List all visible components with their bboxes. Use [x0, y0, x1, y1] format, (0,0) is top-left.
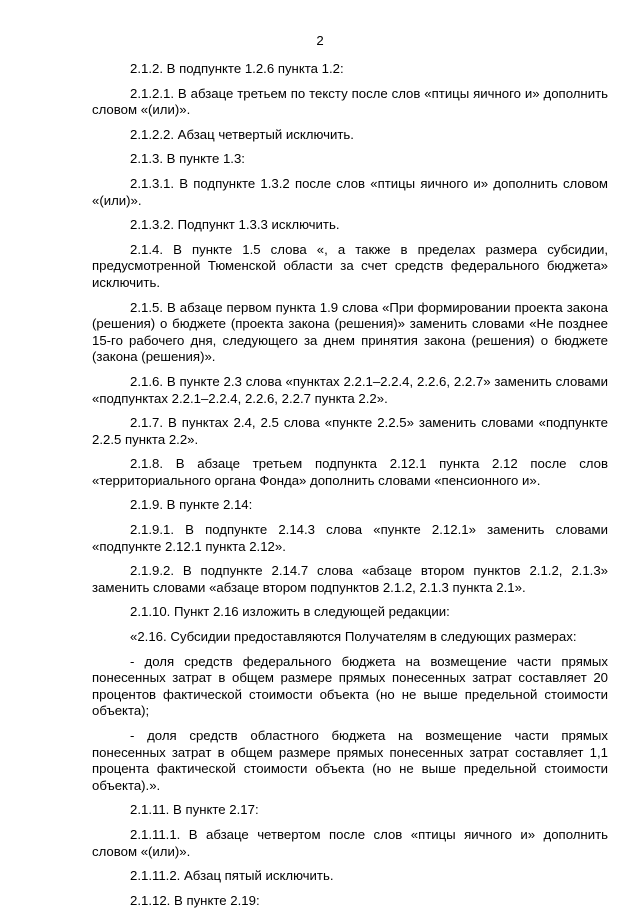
paragraph: 2.1.11.2. Абзац пятый исключить. [130, 868, 334, 884]
paragraph: 2.1.11. В пункте 2.17: [130, 802, 259, 818]
paragraph: 2.1.11.1. В абзаце четвертом после слов «птицы яичного и» дополнить словом «(или)». [92, 826, 608, 859]
paragraph: 2.1.9.1. В подпункте 2.14.3 слова «пункте 2.12.1» заменить словами «подпункте 2.12.1 пункта 2.12». [92, 522, 608, 554]
paragraph: 2.1.3. В пункте 1.3: [130, 151, 245, 167]
paragraph: 2.1.10. Пункт 2.16 изложить в следующей редакции: [130, 604, 450, 620]
page-number: 2 [316, 33, 324, 48]
paragraph: 2.1.3.2. Подпункт 1.3.3 исключить. [130, 217, 340, 233]
paragraph: 2.1.12. В пункте 2.19: [130, 892, 260, 908]
paragraph: «2.16. Субсидии предоставляются Получателям в следующих размерах: [130, 629, 577, 645]
paragraph: 2.1.2.2. Абзац четвертый исключить. [130, 126, 354, 142]
paragraph: 2.1.4. В пункте 1.5 слова «, а также в пределах размера субсидии, предусмотренной Тюменской области за счет средств федерального бюджета» исключить. [92, 241, 608, 290]
document-body [92, 61, 608, 917]
paragraph: 2.1.9. В пункте 2.14: [130, 497, 253, 513]
paragraph: - доля средств областного бюджета на возмещение части прямых понесенных затрат в общем размере прямых понесенных затрат составляет 1,1 процента фактической стоимости объекта (но не выше предельной стоимости объекта).». [92, 728, 608, 793]
paragraph: 2.1.7. В пунктах 2.4, 2.5 слова «пункте 2.2.5» заменить словами «подпункте 2.2.5 пункта 2.2». [92, 415, 608, 447]
paragraph: 2.1.9.2. В подпункте 2.14.7 слова «абзаце втором пунктов 2.1.2, 2.1.3» заменить словами «абзаце втором подпунктов 2.1.2, 2.1.3 пункта 2.1». [92, 563, 608, 595]
paragraph: 2.1.8. В абзаце третьем подпункта 2.12.1 пункта 2.12 после слов «территориального органа Фонда» дополнить словами «пенсионного и». [92, 456, 608, 488]
paragraph: 2.1.3.1. В подпункте 1.3.2 после слов «птицы яичного и» дополнить словом «(или)». [92, 175, 608, 208]
paragraph: 2.1.6. В пункте 2.3 слова «пунктах 2.2.1–2.2.4, 2.2.6, 2.2.7» заменить словами «подпунктах 2.2.1–2.2.4, 2.2.6, 2.2.7 пункта 2.2». [92, 373, 608, 406]
paragraph: 2.1.2.1. В абзаце третьем по тексту после слов «птицы яичного и» дополнить словом «(или)». [92, 85, 608, 118]
paragraph: 2.1.5. В абзаце первом пункта 1.9 слова «При формировании проекта закона (решения) о бюджете (проекта закона (решения)» заменить словами «Не позднее 15-го рабочего дня, следующего за днем принятия закона (решения) о бюджете (закона (решения)». [92, 299, 608, 365]
paragraph: 2.1.2. В подпункте 1.2.6 пункта 1.2: [130, 61, 344, 76]
paragraph: - доля средств федерального бюджета на возмещение части прямых понесенных затрат в общем размере прямых понесенных затрат составляет 20 процентов фактической стоимости объекта (но не выше предельной стоимости объекта); [92, 653, 608, 719]
